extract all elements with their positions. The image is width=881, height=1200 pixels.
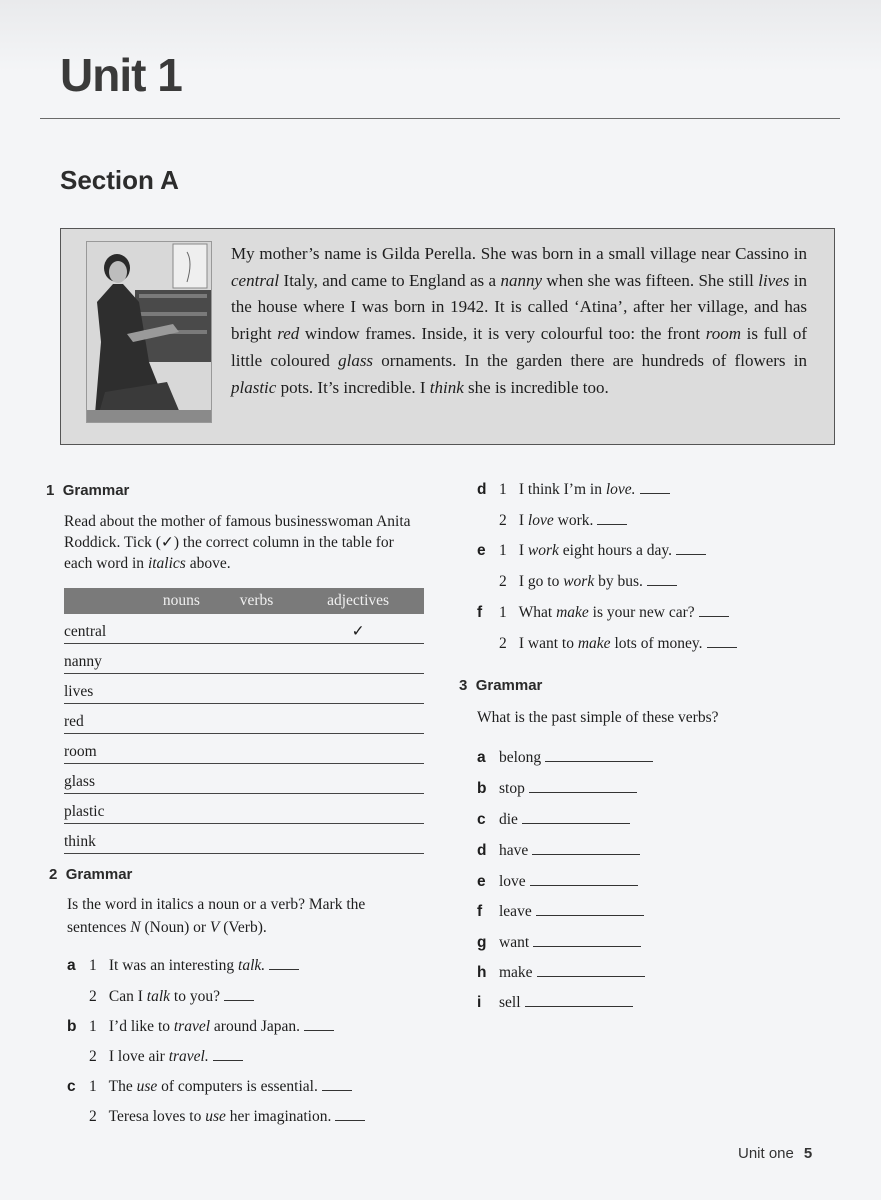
adjectives-cell[interactable] [292, 674, 424, 704]
answer-blank[interactable] [322, 1089, 352, 1091]
answer-blank[interactable] [537, 975, 645, 977]
exercise-3-title: Grammar [475, 677, 543, 694]
exercise-3-number: 3 [459, 677, 468, 694]
item-sentence: I’d like to travel around Japan. [108, 1018, 300, 1035]
table-row [64, 644, 424, 674]
column-header-nouns: nouns [142, 588, 221, 614]
exercise-2-heading [49, 866, 132, 883]
ex3-item [477, 749, 653, 767]
row-word: room [64, 734, 142, 764]
item-number: 1 [499, 542, 507, 559]
ex2-item [67, 1018, 334, 1036]
ex2-item [67, 1108, 365, 1126]
answer-blank[interactable] [525, 1005, 633, 1007]
verbs-cell[interactable] [221, 764, 292, 794]
ex3-item [477, 780, 637, 798]
table-header-blank [64, 588, 142, 614]
answer-blank[interactable] [699, 615, 729, 617]
column-header-adjectives: adjectives [292, 588, 424, 614]
item-number: 2 [499, 512, 507, 529]
item-verb: love [499, 873, 526, 890]
item-verb: sell [499, 994, 521, 1011]
ex2-item [67, 1048, 243, 1066]
nouns-cell[interactable] [142, 644, 221, 674]
item-number: 2 [89, 1048, 97, 1065]
item-sentence: Teresa loves to use her imagination. [108, 1108, 332, 1125]
verbs-cell[interactable] [221, 824, 292, 854]
item-letter: a [477, 749, 486, 766]
nouns-cell[interactable] [142, 824, 221, 854]
section-title: Section A [60, 165, 179, 195]
item-letter: h [477, 964, 487, 981]
item-number: 2 [89, 1108, 97, 1125]
page-footer [738, 1145, 812, 1162]
item-verb: die [499, 811, 518, 828]
answer-blank[interactable] [545, 760, 653, 762]
item-sentence: What make is your new car? [518, 604, 695, 621]
item-letter: d [477, 842, 487, 859]
adjectives-cell[interactable] [292, 644, 424, 674]
item-sentence: The use of computers is essential. [108, 1078, 318, 1095]
item-sentence: I work eight hours a day. [518, 542, 672, 559]
row-word: plastic [64, 794, 142, 824]
answer-blank[interactable] [707, 646, 737, 648]
item-letter: e [477, 873, 486, 890]
nouns-cell[interactable] [142, 734, 221, 764]
ex2-item [477, 512, 627, 530]
adjectives-cell[interactable] [292, 734, 424, 764]
item-letter: c [67, 1078, 76, 1095]
item-verb: leave [499, 903, 532, 920]
nouns-cell[interactable] [142, 704, 221, 734]
answer-blank[interactable] [530, 884, 638, 886]
adjectives-cell[interactable] [292, 824, 424, 854]
answer-blank[interactable] [536, 914, 644, 916]
item-sentence: I love work. [518, 512, 594, 529]
item-verb: want [499, 934, 530, 951]
exercise-3-heading [459, 677, 542, 694]
item-number: 2 [89, 988, 97, 1005]
answer-blank[interactable] [533, 945, 641, 947]
item-letter: e [477, 542, 486, 559]
exercise-1-number: 1 [46, 482, 55, 499]
verbs-cell[interactable] [221, 674, 292, 704]
exercise-2-number: 2 [49, 866, 58, 883]
ex2-item [477, 542, 706, 560]
item-number: 1 [89, 1018, 97, 1035]
row-word: nanny [64, 644, 142, 674]
item-letter: a [67, 957, 76, 974]
item-letter: f [477, 604, 483, 621]
reading-passage: My mother’s name is Gilda Perella. She was born in a small village near Cassino in central Italy, and came to England as a nanny when she was fifteen. She still lives in the house where I was born in 1942. It is called ‘Atina’, after her village, and has bright red window frames. Inside, it is very colourful too: the front room is full of little coloured glass ornaments. In the garden there are hundreds of flowers in plastic pots. It’s incredible. I think she is incredible too. [231, 244, 808, 397]
ex2-item [477, 604, 729, 622]
table-row [64, 734, 424, 764]
ex3-item [477, 873, 638, 891]
answer-blank[interactable] [676, 553, 706, 555]
item-verb: have [499, 842, 529, 859]
item-letter: f [477, 903, 483, 920]
row-word: central [64, 614, 142, 644]
item-number: 1 [499, 604, 507, 621]
item-sentence: I think I’m in love. [518, 481, 636, 498]
page-number: 5 [803, 1145, 813, 1162]
exercise-1-title: Grammar [62, 482, 130, 499]
item-verb: belong [499, 749, 542, 766]
exercise-2-instruction: Is the word in italics a noun or a verb? Mark the sentences N (Noun) or V (Verb). [67, 896, 366, 936]
answer-blank[interactable] [647, 584, 677, 586]
item-number: 1 [499, 481, 507, 498]
ex3-item [477, 903, 644, 921]
ex2-item [477, 481, 670, 499]
exercise-3-instruction: What is the past simple of these verbs? [477, 709, 719, 726]
verbs-cell[interactable] [221, 794, 292, 824]
item-sentence: I go to work by bus. [518, 573, 643, 590]
word-class-table [64, 588, 424, 854]
unit-title: Unit 1 [60, 49, 182, 101]
answer-blank[interactable] [213, 1059, 243, 1061]
item-letter: d [477, 481, 487, 498]
item-sentence: I want to make lots of money. [518, 635, 703, 652]
item-number: 1 [89, 957, 97, 974]
adjectives-cell[interactable] [292, 764, 424, 794]
answer-blank[interactable] [532, 853, 640, 855]
table-row [64, 824, 424, 854]
nouns-cell[interactable] [142, 794, 221, 824]
ex2-item [477, 573, 677, 591]
item-sentence: Can I talk to you? [108, 988, 220, 1005]
ex3-item [477, 964, 645, 982]
item-verb: stop [499, 780, 525, 797]
footer-unit-label: Unit one [738, 1145, 794, 1162]
ex3-item [477, 842, 640, 860]
ex3-item [477, 994, 633, 1012]
reading-box [60, 228, 835, 445]
table-row [64, 704, 424, 734]
row-word: lives [64, 674, 142, 704]
ex3-item [477, 934, 641, 952]
item-sentence: I love air travel. [108, 1048, 209, 1065]
table-row [64, 614, 424, 644]
verbs-cell[interactable] [221, 644, 292, 674]
nouns-cell[interactable] [142, 764, 221, 794]
ex3-item [477, 811, 630, 829]
ex2-item [67, 988, 254, 1006]
answer-blank[interactable] [304, 1029, 334, 1031]
verbs-cell[interactable] [221, 704, 292, 734]
column-header-verbs: verbs [221, 588, 292, 614]
table-row [64, 764, 424, 794]
item-letter: g [477, 934, 487, 951]
title-divider [40, 118, 840, 119]
adjectives-cell[interactable]: ✓ [292, 614, 424, 644]
exercise-1-heading [46, 482, 129, 499]
item-number: 1 [89, 1078, 97, 1095]
nouns-cell[interactable] [142, 614, 221, 644]
answer-blank[interactable] [529, 791, 637, 793]
row-word: glass [64, 764, 142, 794]
answer-blank[interactable] [269, 968, 299, 970]
ex2-item [477, 635, 737, 653]
table-row [64, 794, 424, 824]
table-row [64, 674, 424, 704]
item-sentence: It was an interesting talk. [108, 957, 266, 974]
adjectives-cell[interactable] [292, 704, 424, 734]
nouns-cell[interactable] [142, 674, 221, 704]
portrait-photo [86, 241, 212, 423]
item-letter: b [477, 780, 487, 797]
answer-blank[interactable] [522, 822, 630, 824]
answer-blank[interactable] [597, 523, 627, 525]
item-letter: c [477, 811, 486, 828]
answer-blank[interactable] [640, 492, 670, 494]
answer-blank[interactable] [335, 1119, 365, 1121]
ex2-item [67, 1078, 352, 1096]
row-word: red [64, 704, 142, 734]
ex2-item [67, 957, 299, 975]
row-word: think [64, 824, 142, 854]
table-header-row [64, 588, 424, 614]
exercise-1-instruction: Read about the mother of famous businesswoman Anita Roddick. Tick (✓) the correct column in the table for each word in italics above. [64, 513, 411, 572]
item-letter: i [477, 994, 482, 1011]
verbs-cell[interactable] [221, 614, 292, 644]
item-number: 2 [499, 573, 507, 590]
adjectives-cell[interactable] [292, 794, 424, 824]
item-number: 2 [499, 635, 507, 652]
exercise-2-title: Grammar [65, 866, 133, 883]
verbs-cell[interactable] [221, 734, 292, 764]
answer-blank[interactable] [224, 999, 254, 1001]
item-letter: b [67, 1018, 77, 1035]
item-verb: make [499, 964, 533, 981]
